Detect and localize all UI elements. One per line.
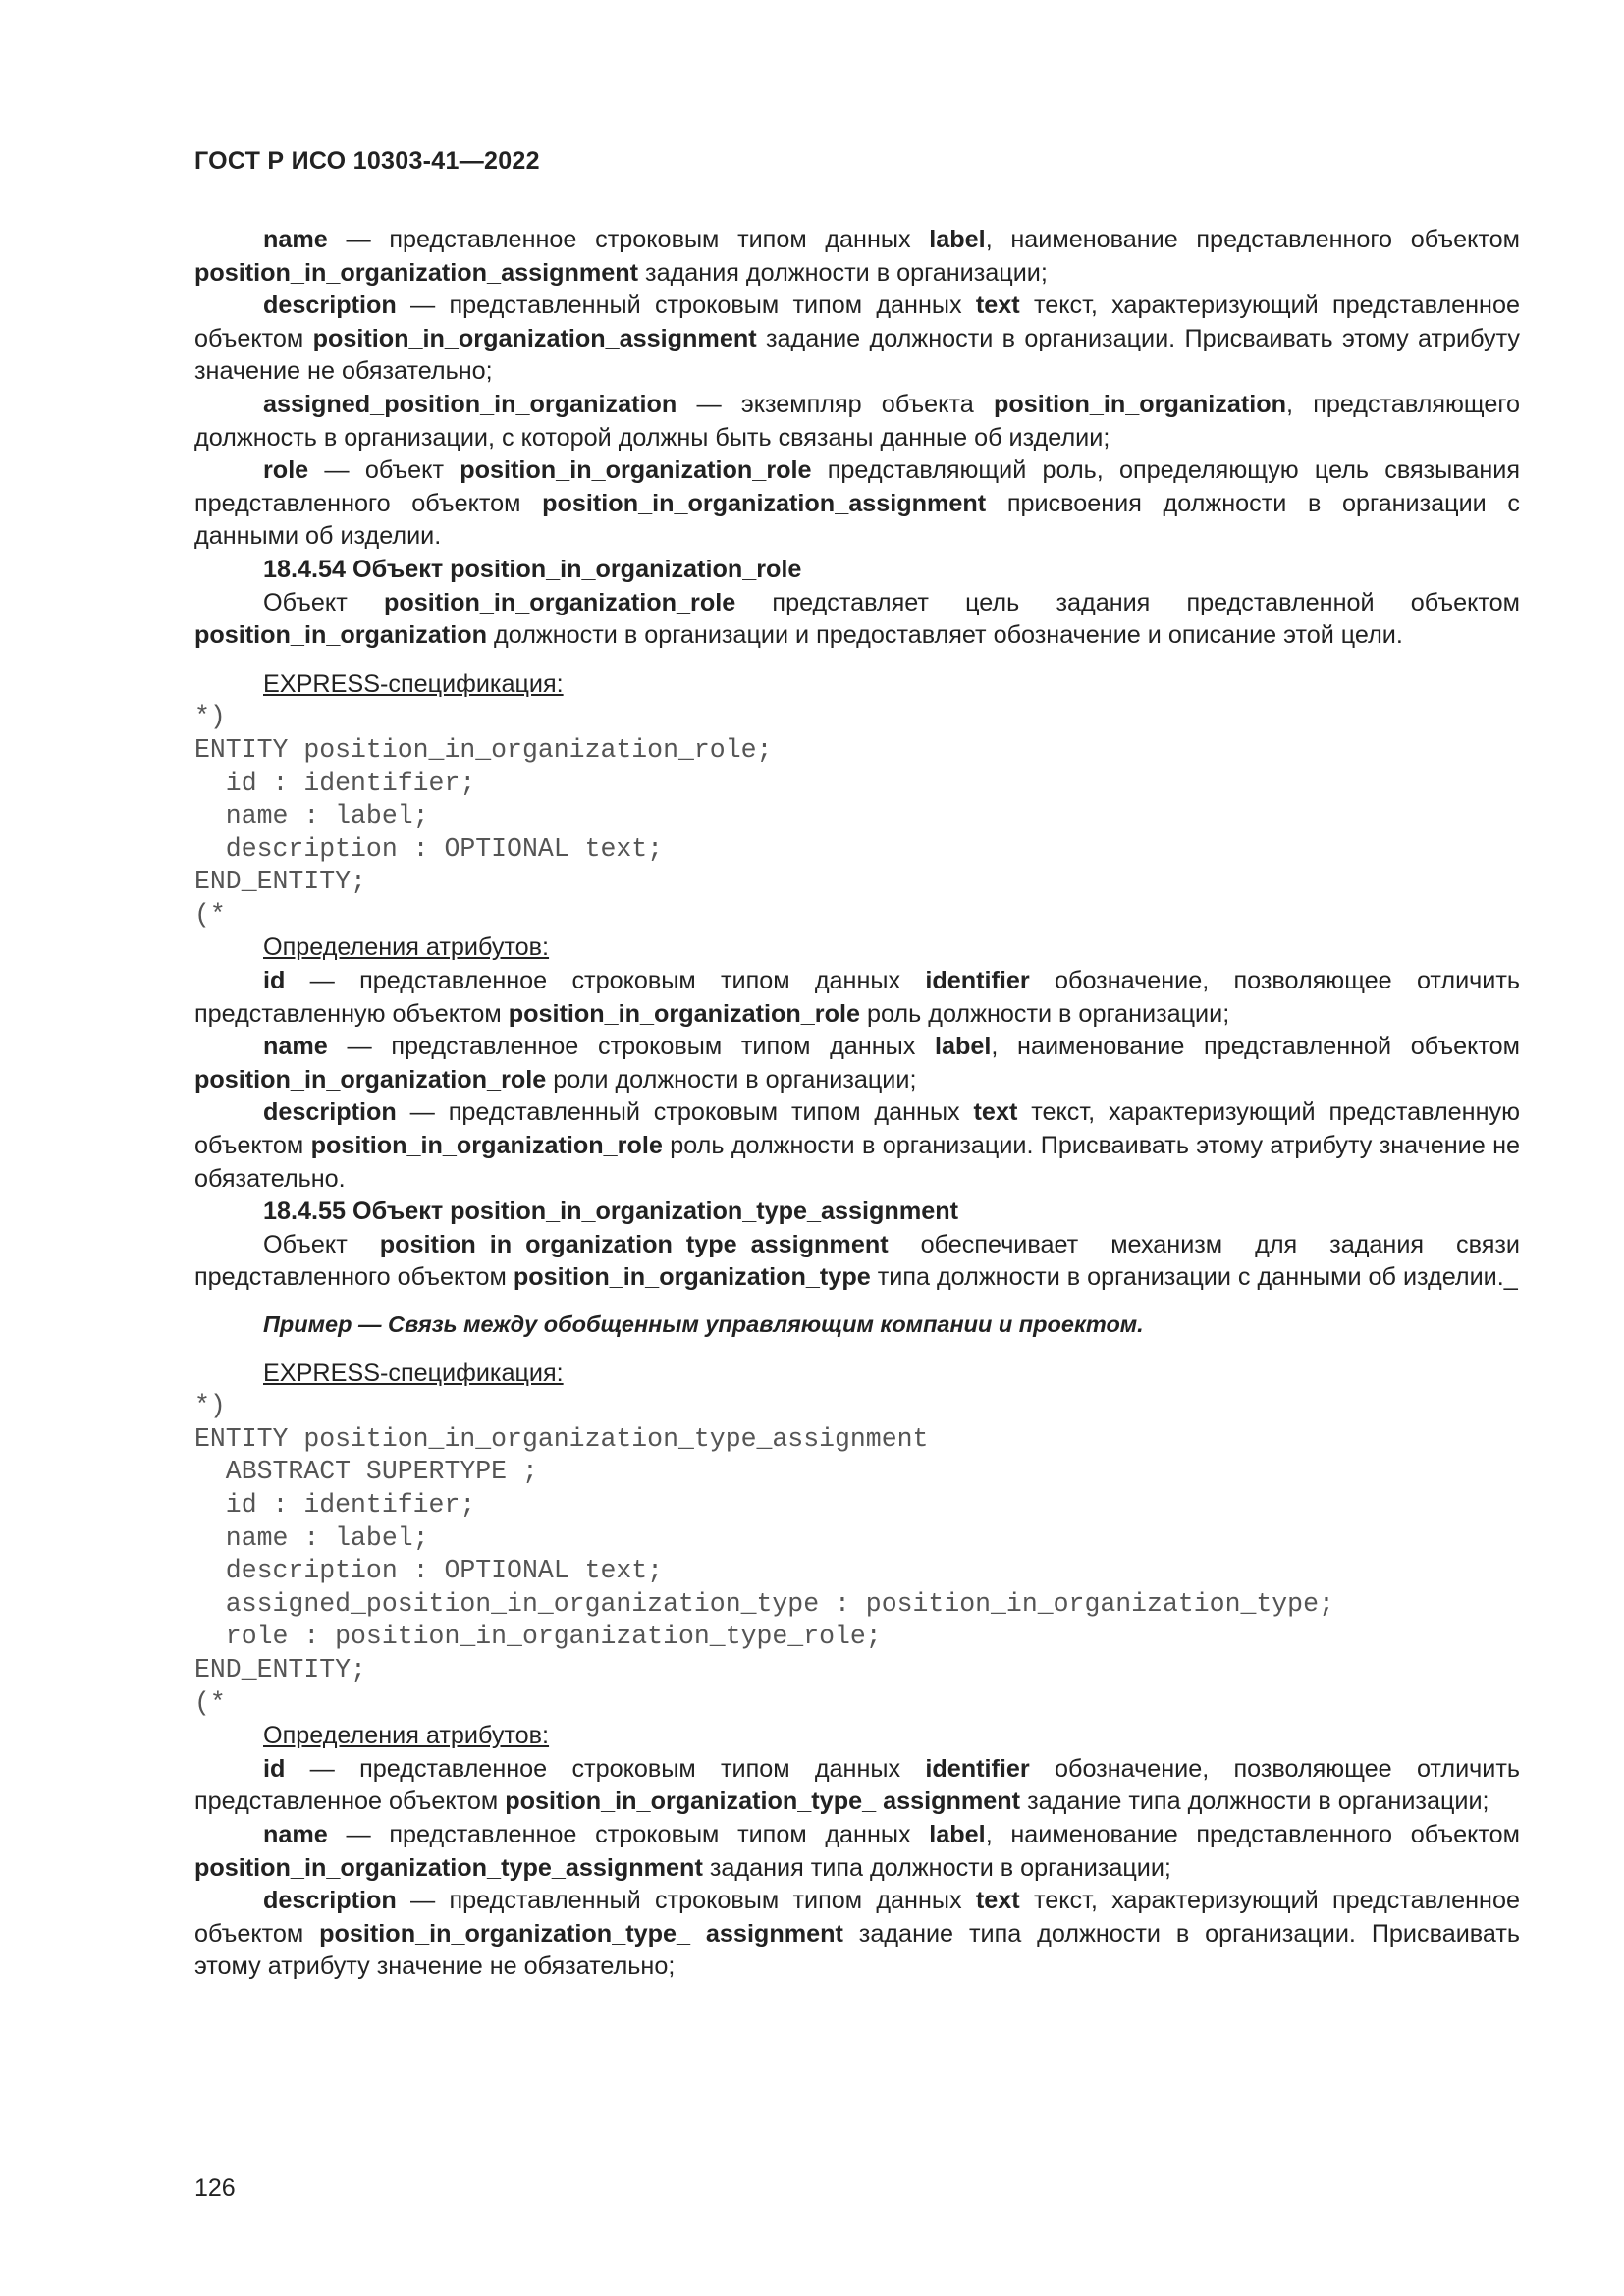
page-number: 126 bbox=[194, 2174, 236, 2202]
attr-id-paragraph: id — представленное строковым типом данных identifier обозначение, позволяющее отличить представленную объектом position_in_organization_role роль должности в организации; bbox=[194, 967, 1520, 1028]
express-spec-label: EXPRESS-спецификация: bbox=[263, 669, 564, 698]
example-note: Пример — Связь между обобщенным управляющим компании и проектом. bbox=[263, 1311, 1144, 1337]
attr-id-paragraph: id — представленное строковым типом данных identifier обозначение, позволяющее отличить представленное объектом position_in_organization_type_ assignment задание типа должности в организации; bbox=[194, 1754, 1520, 1816]
attr-role-paragraph: role — объект position_in_organization_role представляющий роль, определяющую цель связывания представленного объектом position_in_organization_assignment присвоения должности в организации с данными об изделии. bbox=[194, 456, 1520, 551]
section-intro-paragraph: Объект position_in_organization_type_assignment обеспечивает механизм для задания связи представленного объектом position_in_organization_type типа должности в организации с данными об изделии._ bbox=[194, 1230, 1520, 1292]
section-heading-18-4-54: 18.4.54 Объект position_in_organization_role bbox=[263, 555, 802, 583]
attr-name-paragraph: name — представленное строковым типом данных label, наименование представленной объектом position_in_organization_role роли должности в организации; bbox=[194, 1033, 1520, 1094]
section-heading-18-4-55: 18.4.55 Объект position_in_organization_type_assignment bbox=[263, 1198, 958, 1226]
attribute-definitions-label: Определения атрибутов: bbox=[263, 934, 550, 962]
attr-name-paragraph: name — представленное строковым типом данных label, наименование представленного объектом position_in_organization_assignment задания должности в организации; bbox=[194, 226, 1520, 287]
section-intro-paragraph: Объект position_in_organization_role представляет цель задания представленной объектом position_in_organization должности в организации и предоставляет обозначение и описание этой цели. bbox=[194, 588, 1520, 650]
attr-description-paragraph: description — представленный строковым типом данных text текст, характеризующий представленное объектом position_in_organization_assignment задание должности в организации. Присваивать этому атрибуту значение не обязательно; bbox=[194, 292, 1520, 386]
express-code-block: *) ENTITY position_in_organization_type_assignment ABSTRACT SUPERTYPE ; id : identifier; name : label; description : OPTIONAL text; assigned_position_in_organization_type : position_in_organization_type; role : position_in_organization_type_role; END_ENTITY; (* bbox=[194, 1391, 1334, 1718]
document-header: ГОСТ Р ИСО 10303-41—2022 bbox=[194, 147, 540, 175]
attr-description-paragraph: description — представленный строковым типом данных text текст, характеризующий представленную объектом position_in_organization_role роль должности в организации. Присваивать этому атрибуту значение не обязательно. bbox=[194, 1098, 1520, 1193]
attribute-definitions-label: Определения атрибутов: bbox=[263, 1722, 550, 1750]
express-spec-label: EXPRESS-спецификация: bbox=[263, 1359, 564, 1387]
attr-name-paragraph: name — представленное строковым типом данных label, наименование представленного объектом position_in_organization_type_assignment задания типа должности в организации; bbox=[194, 1820, 1520, 1882]
express-code-block: *) ENTITY position_in_organization_role; id : identifier; name : label; description : OPTIONAL text; END_ENTITY; (* bbox=[194, 702, 773, 930]
attr-assigned-paragraph: assigned_position_in_organization — экземпляр объекта position_in_organization, представляющего должность в организации, с которой должны быть связаны данные об изделии; bbox=[194, 390, 1520, 452]
page-body bbox=[194, 224, 1520, 1984]
attr-description-paragraph: description — представленный строковым типом данных text текст, характеризующий представленное объектом position_in_organization_type_ assignment задание типа должности в организации. Присваивать этому атрибуту значение не обязательно; bbox=[194, 1887, 1520, 1981]
